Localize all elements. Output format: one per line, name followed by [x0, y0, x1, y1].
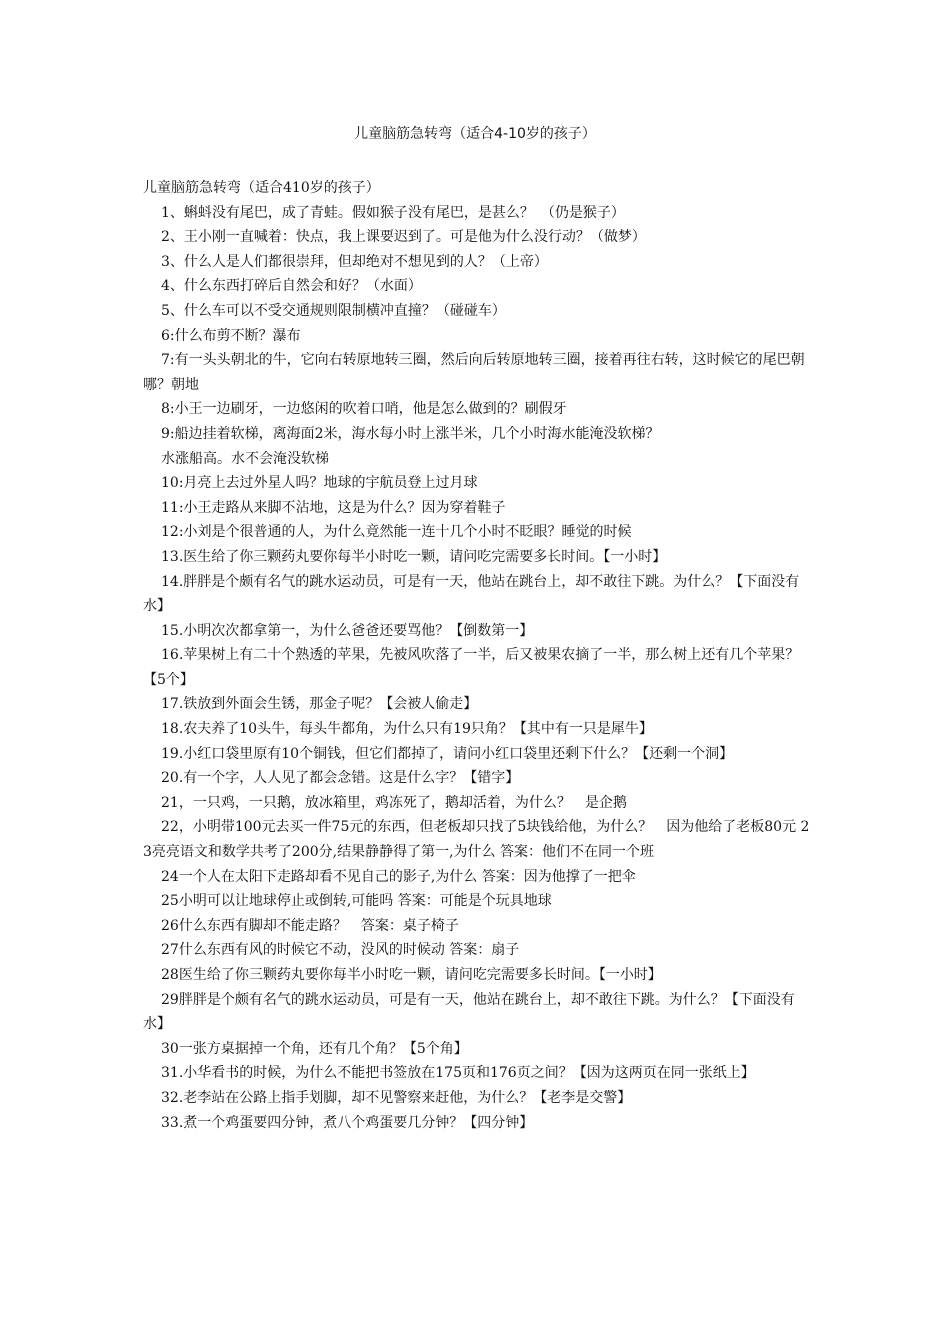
riddle-line: 水涨船高。水不会淹没软梯	[161, 450, 329, 467]
riddle-line: 11:小王走路从来脚不沾地，这是为什么？因为穿着鞋子	[161, 499, 506, 516]
riddle-line: 18.农夫养了10头牛，每头牛都角，为什么只有19只角？【其中有一只是犀牛】	[161, 721, 653, 738]
riddle-line: 3、什么人是人们都很崇拜，但却绝对不想见到的人？（上帝）	[161, 253, 548, 270]
riddle-line: 21，一只鸡，一只鹅，放冰箱里，鸡冻死了，鹅却活着，为什么？ 是企鹅	[161, 794, 627, 811]
riddle-line: 32.老李站在公路上指手划脚，却不见警察来赶他，为什么？【老李是交警】	[161, 1089, 632, 1106]
riddle-line: 13.医生给了你三颗药丸要你每半小时吃一颗，请问吃完需要多长时间。【一小时】	[161, 548, 667, 565]
riddle-line: 7:有一头头朝北的牛，它向右转原地转三圈，然后向后转原地转三圈，接着再往右转，这时候它的尾巴朝哪？朝地	[143, 352, 805, 393]
riddle-line: 2、王小刚一直喊着：快点，我上课要迟到了。可是他为什么没行动？（做梦）	[161, 229, 646, 246]
riddle-line: 28医生给了你三颗药丸要你每半小时吃一颗，请问吃完需要多长时间。【一小时】	[161, 967, 662, 983]
riddle-line: 19.小红口袋里原有10个铜钱，但它们都掉了，请问小红口袋里还剩下什么？【还剩一个洞】	[161, 745, 734, 762]
riddle-line: 17.铁放到外面会生锈，那金子呢？【会被人偷走】	[161, 696, 478, 713]
riddle-line: 6:什么布剪不断？瀑布	[161, 327, 301, 344]
riddle-line: 30一张方桌据掉一个角，还有几个角？【5个角】	[161, 1040, 468, 1057]
riddle-line: 33.煮一个鸡蛋要四分钟，煮八个鸡蛋要几分钟？【四分钟】	[161, 1114, 534, 1131]
riddle-line: 1、蝌蚪没有尾巴，成了青蛙。假如猴子没有尾巴，是甚么？ （仍是猴子）	[161, 204, 625, 221]
riddle-line: 8:小王一边刷牙，一边悠闲的吹着口哨，他是怎么做到的？刷假牙	[161, 401, 567, 418]
riddle-line: 10:月亮上去过外星人吗？地球的宇航员登上过月球	[161, 475, 478, 492]
riddle-line: 4、什么东西打碎后自然会和好？（水面）	[161, 278, 422, 295]
riddle-line: 24一个人在太阳下走路却看不见自己的影子,为什么 答案：因为他撑了一把伞	[161, 868, 636, 885]
riddle-line: 31.小华看书的时候，为什么不能把书签放在175页和176页之间？【因为这两页在同一张纸上】	[161, 1065, 755, 1082]
riddle-line: 29胖胖是个颇有名气的跳水运动员，可是有一天，他站在跳台上，却不敢往下跳。为什么？【下面没有水】	[143, 991, 795, 1033]
riddle-line: 27什么东西有风的时候它不动，没风的时候动 答案：扇子	[161, 942, 520, 959]
riddle-line: 9:船边挂着软梯，离海面2米，海水每小时上涨半米，几个小时海水能淹没软梯？	[161, 425, 660, 442]
riddle-line: 22，小明带100元去买一件75元的东西，但老板却只找了5块钱给他，为什么？ 因为他给了老板80元 23亮亮语文和数学共考了200分,结果静静得了第一,为什么 答案：他们不在同一个班	[143, 819, 810, 861]
riddle-line: 20.有一个字，人人见了都会念错。这是什么字？【错字】	[161, 770, 520, 787]
riddle-line: 12:小刘是个很普通的人，为什么竟然能一连十几个小时不眨眼？睡觉的时候	[161, 524, 632, 541]
document-body	[143, 176, 811, 1135]
riddle-line: 5、什么车可以不受交通规则限制横冲直撞？（碰碰车）	[161, 302, 506, 319]
riddle-line: 25小明可以让地球停止或倒转,可能吗 答案：可能是个玩具地球	[161, 893, 552, 910]
document-title: 儿童脑筋急转弯（适合4-10岁的孩子）	[354, 126, 596, 142]
riddle-line: 14.胖胖是个颇有名气的跳水运动员，可是有一天，他站在跳台上，却不敢往下跳。为什么？【下面没有水】	[143, 573, 800, 615]
document-subtitle: 儿童脑筋急转弯（适合410岁的孩子）	[143, 180, 380, 196]
riddle-line: 26什么东西有脚却不能走路？ 答案：桌子椅子	[161, 917, 459, 934]
riddle-line: 15.小明次次都拿第一，为什么爸爸还要骂他？【倒数第一】	[161, 622, 534, 639]
riddle-line: 16.苹果树上有二十个熟透的苹果，先被风吹落了一半，后又被果农摘了一半，那么树上还有几个苹果？【5个】	[143, 647, 800, 688]
